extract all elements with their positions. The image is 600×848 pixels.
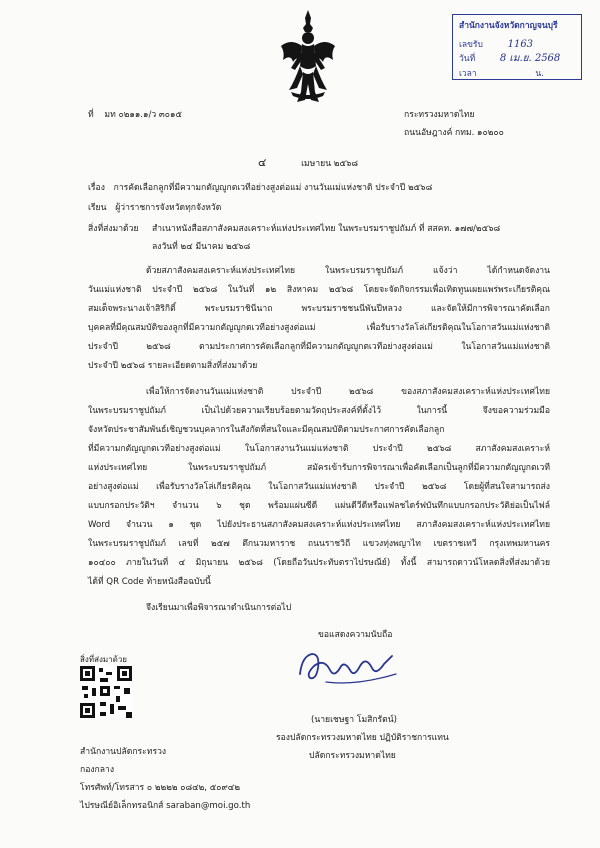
garuda-emblem	[277, 8, 339, 108]
paragraph-2-line: Word จำนวน ๑ ชุด ไปยังประธานสภาสังคมสงเคราะห์แห่งประเทศไทย สภาสังคมสงเคราะห์แห่งประเทศไทย	[88, 520, 550, 530]
receiving-stamp	[452, 14, 582, 80]
paragraph-2-line: ๑๐๔๐๐ ภายในวันที่ ๔ มิถุนายน ๒๕๖๘ (โดยถือวันประทับตราไปรษณีย์) ทั้งนี้ สามารถดาวน์โหลดสิ่งที่ส่งมาด้วย	[88, 558, 550, 568]
paragraph-1-line: สมเด็จพระนางเจ้าสิริกิติ์ พระบรมราชินีนาถ พระบรมราชชนนีพันปีหลวง และจัดให้มีการพิจารณาคัดเลือก	[88, 304, 550, 314]
recipient-text: ผู้ว่าราชการจังหวัดทุกจังหวัด	[115, 203, 222, 213]
enclosure-line-1: สำเนาหนังสือสภาสังคมสงเคราะห์แห่งประเทศไทย ในพระบรมราชูปถัมภ์ ที่ สสคท. ๑๗๗/๒๕๖๘	[152, 224, 501, 234]
signatory-name: (นายเชษฐา โมสิกรัตน์)	[311, 715, 397, 725]
document-number-label: ที่	[88, 110, 94, 120]
salutation: ขอแสดงความนับถือ	[318, 630, 393, 640]
paragraph-2-line: แห่งประเทศไทย ในพระบรมราชูปถัมภ์ สมัครเข้ารับการพิจารณาเพื่อคัดเลือกเป็นลูกที่มีความกตัญญูกตเวที	[88, 463, 550, 473]
document-date-month-year: เมษายน ๒๕๖๘	[301, 159, 359, 169]
footer-office: สำนักงานปลัดกระทรวง	[80, 747, 167, 757]
enclosure-line-2: ลงวันที่ ๒๔ มีนาคม ๒๕๖๘	[152, 242, 251, 252]
paragraph-1-line: บุคคลที่มีคุณสมบัติของลูกที่มีความกตัญญูกตเวทีอย่างสูงต่อแม่ เพื่อรับรางวัลโล่เกียรติคุณในโอกาสวันแม่แห่งชาติ	[88, 323, 550, 333]
qr-code[interactable]	[80, 666, 132, 718]
document-number-value: มท ๐๒๑๑.๑/ว ๓๐๑๕	[104, 110, 183, 120]
stamp-date-label: วันที่	[459, 54, 476, 64]
footer-division: กองกลาง	[80, 765, 115, 775]
paragraph-2-line: ในพระบรมราชูปถัมภ์ เลขที่ ๒๕๗ ตึกนวมหาราช ถนนราชวิถี แขวงทุ่งพญาไท เขตราชเทวี กรุงเทพมหานคร	[88, 539, 550, 549]
subject-label: เรื่อง	[88, 183, 105, 193]
recipient-line	[88, 200, 221, 214]
footer-phone: โทรศัพท์/โทรสาร ๐ ๒๒๒๒ ๐๘๔๒, ๕๐๙๔๒	[80, 783, 240, 793]
subject-text: การคัดเลือกลูกที่มีความกตัญญูกตเวทีอย่างสูงต่อแม่ งานวันแม่แห่งชาติ ประจำปี ๒๕๖๘	[113, 183, 433, 193]
paragraph-2-line: ได้ที่ QR Code ท้ายหนังสือฉบับนี้	[88, 577, 211, 587]
stamp-receive-label: เลขรับ	[459, 40, 483, 50]
closing-line: จึงเรียนมาเพื่อพิจารณาดำเนินการต่อไป	[146, 603, 292, 613]
stamp-office: สำนักงานจังหวัดกาญจนบุรี	[459, 21, 558, 31]
paragraph-2-line: เพื่อให้การจัดงานวันแม่แห่งชาติ ประจำปี ๒๕๖๘ ของสภาสังคมสงเคราะห์แห่งประเทศไทย	[146, 387, 550, 397]
document-date-day: ๔	[258, 156, 267, 169]
paragraph-2-line: อย่างสูงต่อแม่ เพื่อรับรางวัลโล่เกียรติคุณ ในโอกาสวันแม่แห่งชาติ ประจำปี ๒๕๖๘ โดยผู้ที่สนใจสามารถส่ง	[88, 482, 550, 492]
stamp-receive-number	[459, 37, 533, 51]
footer-email: ไปรษณีย์อิเล็กทรอนิกส์ saraban@moi.go.th	[80, 801, 251, 811]
stamp-date-value: 8 เม.ย. 2568	[499, 53, 561, 64]
qr-caption: สิ่งที่ส่งมาด้วย	[80, 655, 127, 664]
document-date	[258, 153, 358, 171]
recipient-label: เรียน	[88, 203, 107, 213]
paragraph-2-line: ในพระบรมราชูปถัมภ์ เป็นไปด้วยความเรียบร้อยตามวัตถุประสงค์ที่ตั้งไว้ ในการนี้ จึงขอความร่วมมือ	[88, 406, 550, 416]
document-number	[88, 107, 182, 121]
paragraph-1-line: ประจำปี ๒๕๖๘ ตามประกาศการคัดเลือกลูกที่มีความกตัญญูกตเวทีอย่างสูงต่อแม่ ในโอกาสวันแม่แห่งชาติ	[88, 342, 550, 352]
signatory-title-2: ปลัดกระทรวงมหาดไทย	[309, 751, 396, 761]
enclosure-label: สิ่งที่ส่งมาด้วย	[88, 224, 139, 234]
stamp-date	[459, 51, 560, 66]
paragraph-1-line: วันแม่แห่งชาติ ประจำปี ๒๕๖๘ ในวันที่ ๑๒ สิงหาคม ๒๕๖๘ โดยจะจัดกิจกรรมเพื่อเทิดทูนเผยแพร่พระเกียรติคุณ	[88, 285, 550, 295]
stamp-time	[459, 66, 544, 80]
paragraph-2-line: แบบกรอกประวัติฯ จำนวน ๖ ชุด พร้อมแผ่นซีดี แผ่นดีวีดีหรือแฟลชไดร์ฟบันทึกแบบกรอกประวัติย่อเป็นไฟล์	[88, 501, 550, 511]
signatory-title-1: รองปลัดกระทรวงมหาดไทย ปฏิบัติราชการแทน	[276, 733, 449, 743]
handwritten-signature	[296, 644, 416, 692]
paragraph-1-line: ด้วยสภาสังคมสงเคราะห์แห่งประเทศไทย ในพระบรมราชูปถัมภ์ แจ้งว่า ได้กำหนดจัดงาน	[146, 266, 550, 276]
paragraph-2-line: จังหวัดประชาสัมพันธ์เชิญชวนบุคลากรในสังกัดที่สนใจและมีคุณสมบัติตามประกาศการคัดเลือกลูก	[88, 425, 445, 435]
stamp-time-value: น.	[535, 69, 544, 79]
ministry-name: กระทรวงมหาดไทย	[404, 110, 475, 120]
ministry-address: ถนนอัษฎางค์ กทม. ๑๐๒๐๐	[404, 128, 504, 138]
paragraph-2-line: ที่มีความกตัญญูกตเวทีอย่างสูงต่อแม่ ในโอกาสงานวันแม่แห่งชาติ ประจำปี ๒๕๖๘ สภาสังคมสงเคราะห์	[88, 444, 550, 454]
paragraph-1-line: ประจำปี ๒๕๖๘ รายละเอียดตามสิ่งที่ส่งมาด้วย	[88, 361, 258, 371]
stamp-receive-value: 1163	[507, 39, 534, 50]
stamp-time-label: เวลา	[459, 69, 477, 79]
subject-line	[88, 180, 432, 194]
